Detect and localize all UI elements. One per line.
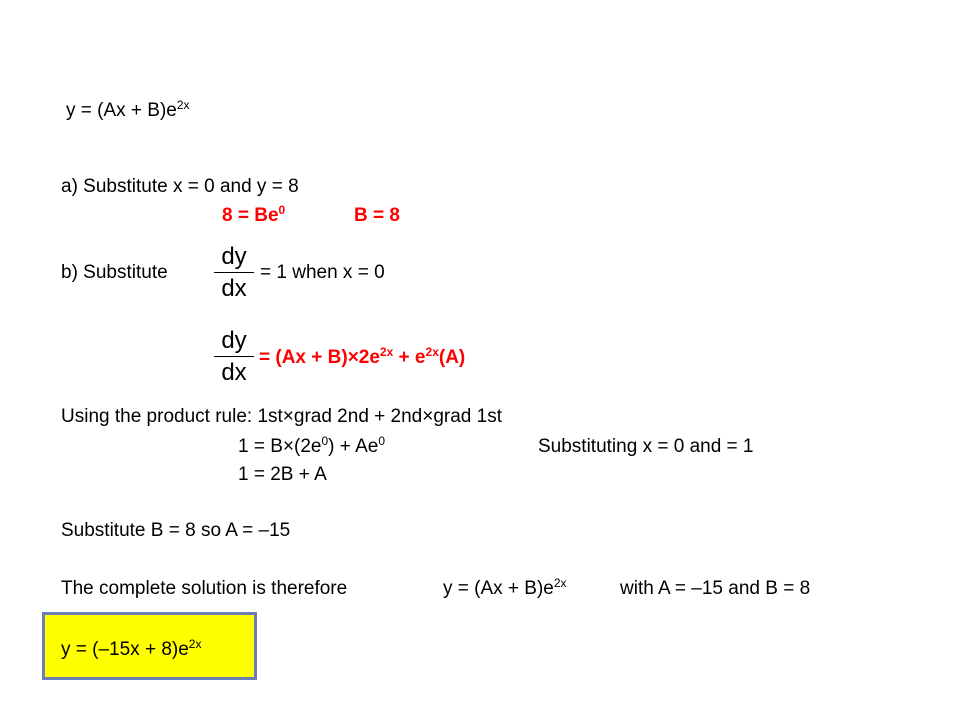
- part-b-label-end: = 1 when x = 0: [260, 262, 385, 283]
- part-a-step-base: 8 = Be: [222, 205, 279, 226]
- answer-equation: [61, 639, 201, 661]
- dy-dx-fraction: [214, 244, 254, 302]
- fraction-numerator: dy: [221, 243, 247, 270]
- complete-solution-lead: The complete solution is therefore: [61, 578, 348, 599]
- step-1-equation: [238, 436, 385, 458]
- step-1-part-1: 1 = B×(2e: [238, 436, 322, 457]
- step-1-exponent-2: 0: [378, 434, 385, 448]
- part-a-label: a) Substitute x = 0 and y = 8: [61, 176, 299, 197]
- derivative-expression: [259, 347, 465, 369]
- derivative-exponent-1: 2x: [379, 345, 394, 359]
- step-2-equation: 1 = 2B + A: [238, 464, 327, 485]
- answer-base: y = (–15x + 8)e: [61, 639, 189, 660]
- complete-solution-equation: [443, 578, 567, 600]
- derivative-part-1: = (Ax + B)×2e: [259, 347, 380, 368]
- part-a-step: [222, 205, 285, 227]
- fraction-denominator: dx: [221, 275, 247, 302]
- derivative-part-2: + e: [393, 347, 426, 368]
- step-1-part-2: ) + Ae: [328, 436, 379, 457]
- step-1-note: Substituting x = 0 and = 1: [538, 436, 754, 457]
- substitute-b-line: Substitute B = 8 so A = –15: [61, 520, 291, 541]
- fraction-bar: [214, 272, 254, 273]
- fraction-numerator: dy: [221, 327, 247, 354]
- fraction-bar: [214, 356, 254, 357]
- main-equation: [66, 100, 190, 122]
- complete-solution-tail: with A = –15 and B = 8: [620, 578, 811, 599]
- product-rule-line: Using the product rule: 1st×grad 2nd + 2nd×grad 1st: [61, 406, 502, 427]
- answer-box: [42, 612, 257, 680]
- derivative-exponent-2: 2x: [425, 345, 439, 359]
- step-1-exponent-1: 0: [321, 434, 329, 448]
- dy-dx-fraction-derivative: [214, 328, 254, 386]
- complete-equation-base: y = (Ax + B)e: [443, 578, 554, 599]
- part-b-label-start: b) Substitute: [61, 262, 168, 283]
- part-a-step-exponent: 0: [278, 203, 286, 217]
- main-equation-exponent: 2x: [176, 98, 190, 112]
- main-equation-base: y = (Ax + B)e: [66, 100, 177, 121]
- complete-equation-exponent: 2x: [553, 576, 567, 590]
- fraction-denominator: dx: [221, 359, 247, 386]
- answer-exponent: 2x: [188, 637, 202, 651]
- part-a-result: B = 8: [354, 205, 400, 226]
- derivative-part-3: (A): [438, 347, 466, 368]
